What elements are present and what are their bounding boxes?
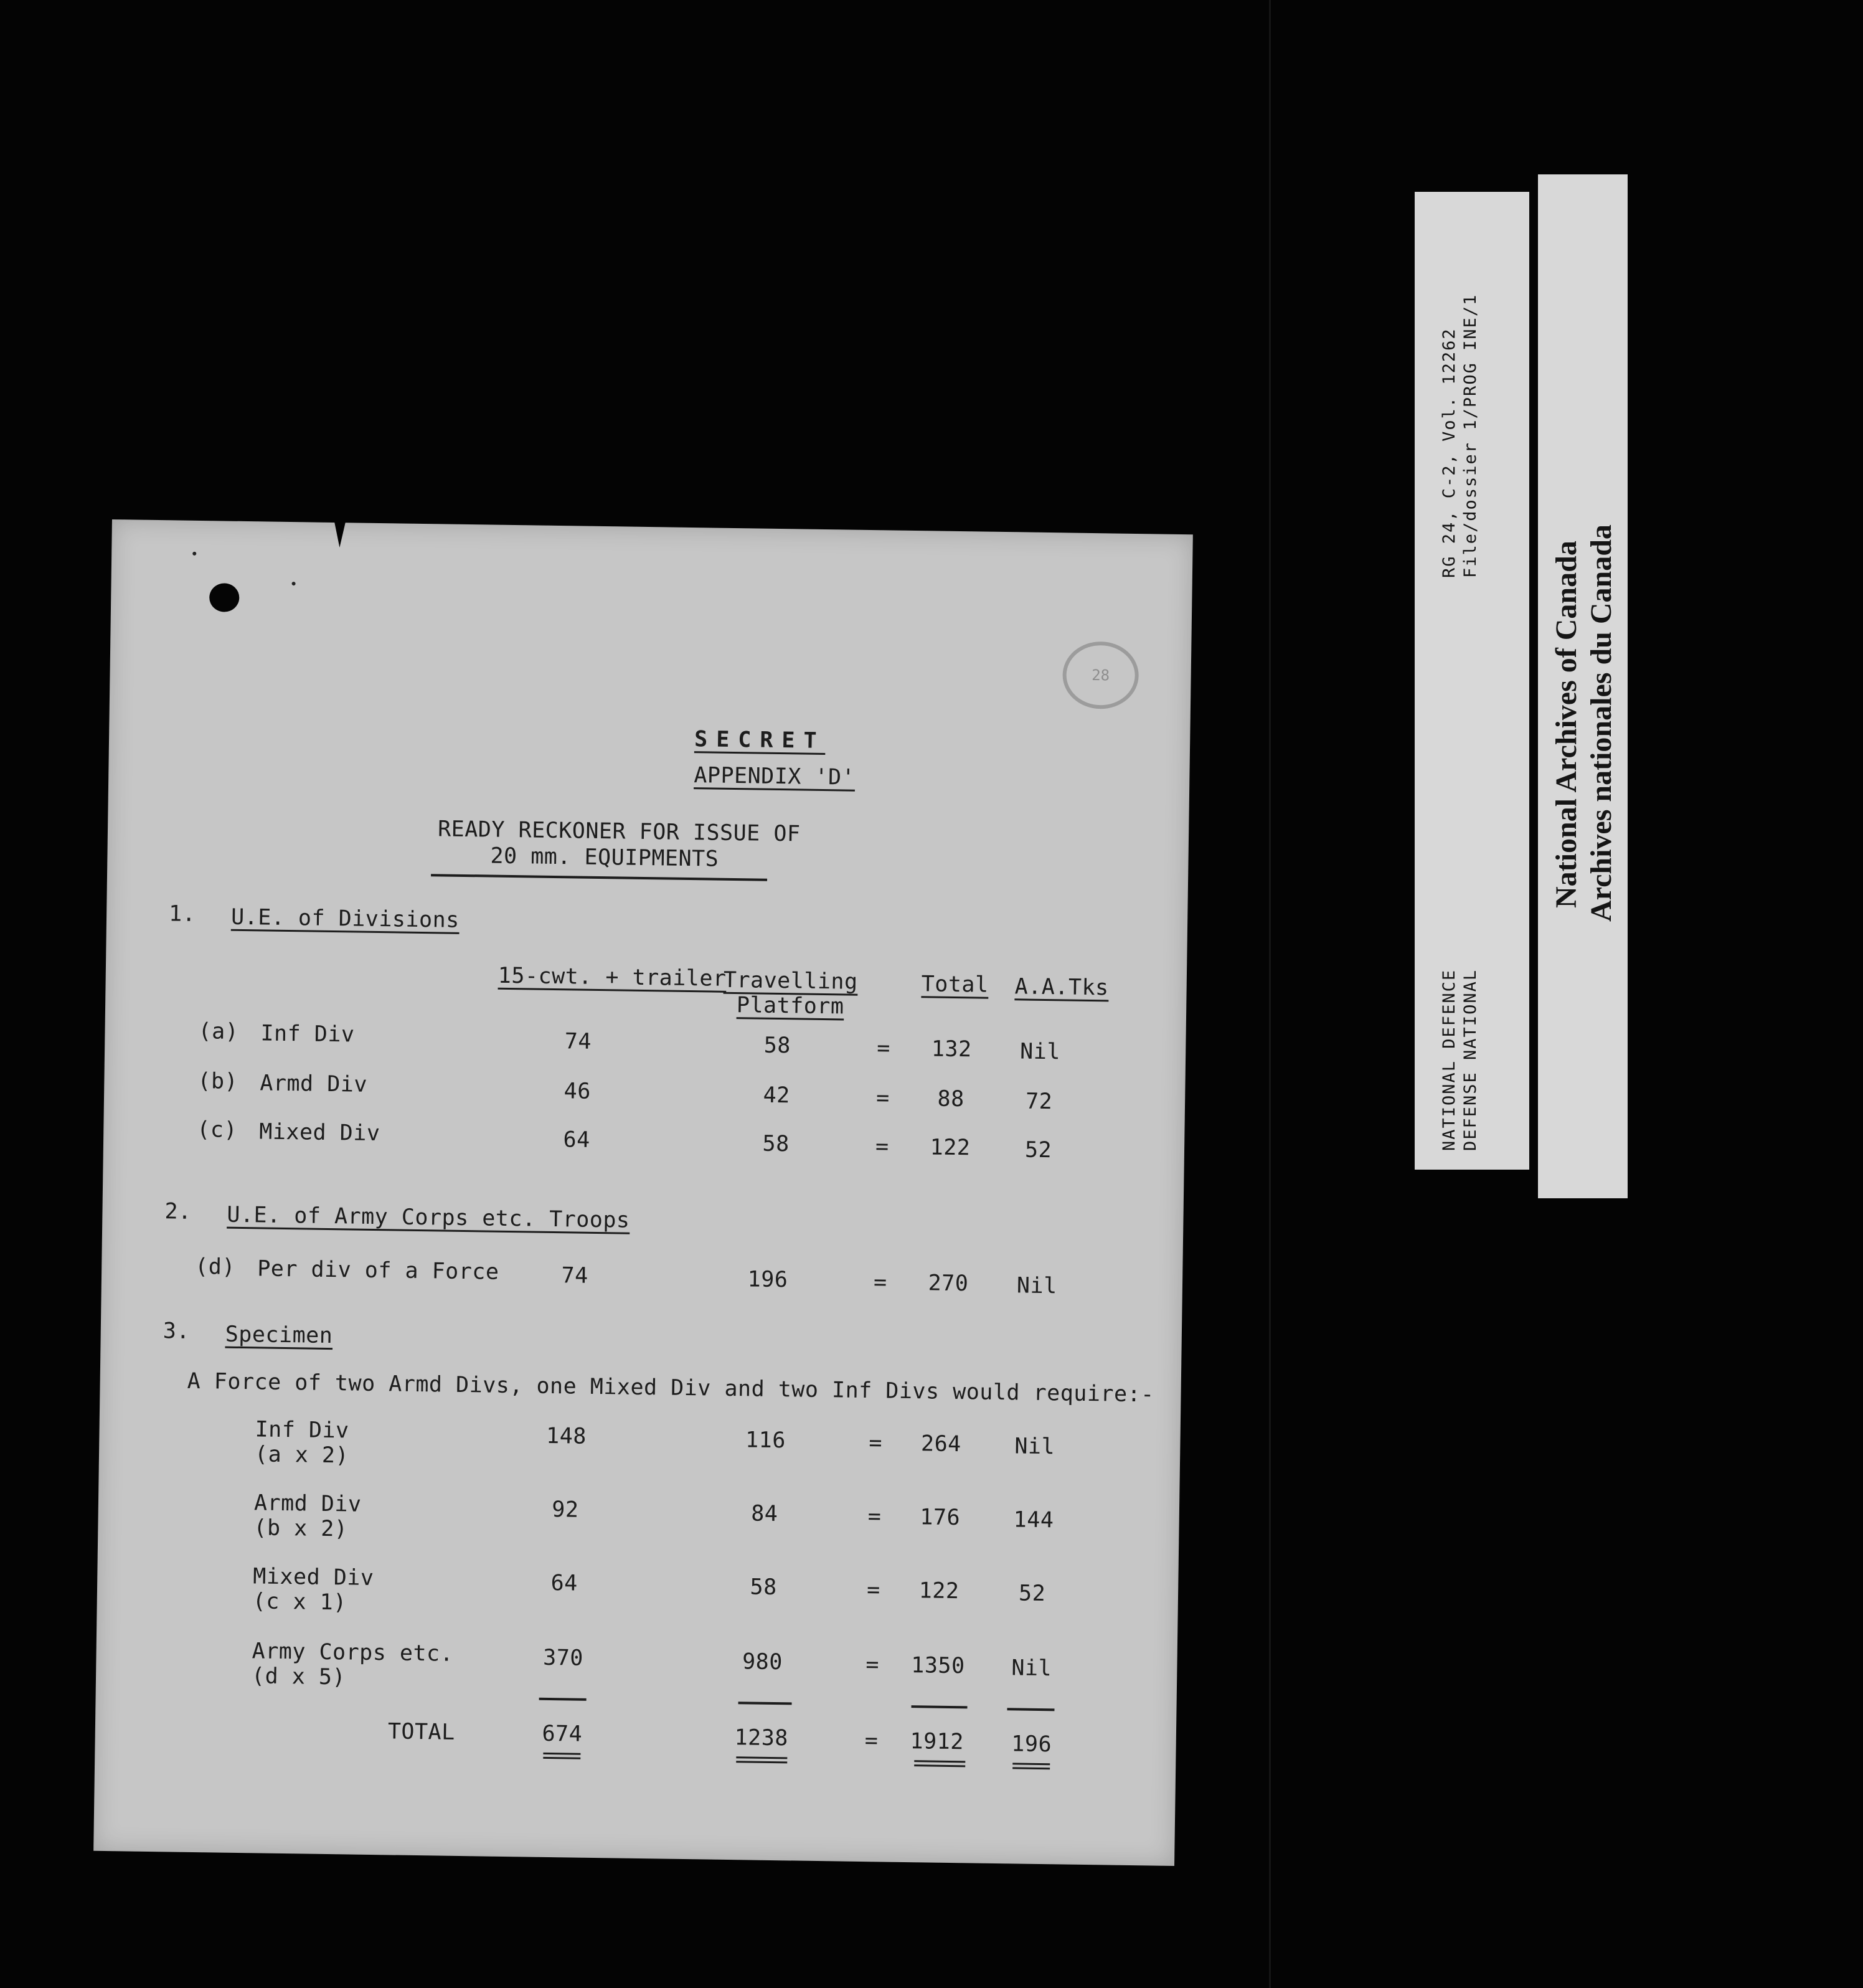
row-label: (d x 5) (251, 1664, 346, 1690)
double-underline (543, 1753, 580, 1759)
equals-sign: = (876, 1036, 891, 1061)
speck (292, 582, 296, 585)
cell-value: 176 (920, 1505, 961, 1531)
equals-sign: = (865, 1652, 880, 1678)
column-header: Platform (736, 993, 844, 1020)
row-label: (b x 2) (253, 1515, 348, 1542)
department-fr: DEFENSE NATIONAL (1461, 968, 1480, 1151)
cell-value: 42 (763, 1082, 791, 1109)
sum-rule (539, 1698, 587, 1701)
cell-value: Nil (1011, 1655, 1052, 1682)
cell-value: 84 (750, 1501, 778, 1527)
total-value: 1912 (910, 1729, 965, 1755)
equals-sign: = (873, 1270, 887, 1295)
cell-value: 1350 (910, 1653, 965, 1679)
cell-value: 52 (1024, 1137, 1052, 1163)
total-label: TOTAL (387, 1719, 455, 1745)
cell-value: 144 (1013, 1507, 1054, 1533)
speck (192, 552, 196, 556)
section-heading: U.E. of Divisions (230, 904, 460, 933)
row-label: Armd Div (253, 1490, 362, 1517)
department-en: NATIONAL DEFENCE (1440, 968, 1459, 1151)
film-edge-line (1269, 0, 1271, 1988)
row-key: (b) (197, 1069, 238, 1094)
archives-name-fr: Archives nationales du Canada (1585, 524, 1618, 922)
row-label: Armd Div (260, 1071, 368, 1097)
column-header: 15-cwt. + trailer (498, 963, 727, 992)
equals-sign: = (875, 1086, 890, 1111)
cell-value: 64 (550, 1571, 578, 1596)
cell-value: 64 (563, 1127, 591, 1153)
double-underline (736, 1756, 787, 1763)
reference-line-1: RG 24, C-2, Vol. 12262 (1440, 328, 1459, 578)
title-line-2: 20 mm. EQUIPMENTS (490, 843, 719, 872)
reference-line-2: File/dossier 1/PROG INE/1 (1461, 293, 1480, 578)
equals-sign: = (864, 1728, 879, 1754)
cell-value: 58 (762, 1131, 790, 1157)
document-page (93, 519, 1193, 1866)
cell-value: 52 (1018, 1581, 1046, 1607)
row-label: Inf Div (260, 1021, 355, 1048)
cell-value: 980 (742, 1649, 783, 1675)
archive-name-card (1538, 174, 1628, 1198)
cell-value: Nil (1014, 1434, 1055, 1460)
row-label: Inf Div (255, 1417, 349, 1444)
equals-sign: = (875, 1134, 889, 1160)
row-key: (c) (197, 1117, 238, 1143)
cell-value: 88 (937, 1086, 965, 1112)
cell-value: 370 (542, 1645, 584, 1671)
cell-value: 58 (750, 1574, 778, 1601)
section-number: 1. (168, 901, 196, 927)
title-underline (431, 874, 767, 881)
row-label: Mixed Div (253, 1564, 374, 1591)
cell-value: 74 (561, 1263, 588, 1289)
cell-value: 92 (552, 1497, 579, 1523)
page-notch (333, 519, 346, 547)
total-value: 196 (1011, 1731, 1052, 1758)
cell-value: 116 (745, 1427, 786, 1454)
cell-value: 122 (918, 1578, 960, 1604)
section-heading: Specimen (225, 1322, 333, 1349)
cell-value: 72 (1025, 1089, 1053, 1115)
sum-rule (738, 1702, 792, 1705)
row-label: Mixed Div (259, 1119, 380, 1147)
row-label: (a x 2) (254, 1442, 349, 1469)
section-number: 2. (164, 1199, 192, 1224)
equals-sign: = (869, 1431, 883, 1456)
sum-rule (911, 1705, 967, 1708)
column-header: Travelling (723, 967, 858, 995)
archive-reference-card (1415, 192, 1529, 1170)
specimen-sentence: A Force of two Armd Divs, one Mixed Div and two Inf Divs would require:- (187, 1368, 1154, 1408)
cell-value: Nil (1016, 1273, 1057, 1299)
total-value: 1238 (734, 1725, 789, 1751)
appendix-heading: APPENDIX 'D' (694, 763, 856, 790)
cell-value: 46 (564, 1079, 592, 1104)
title-line-1: READY RECKONER FOR ISSUE OF (437, 817, 801, 847)
cell-value: 58 (763, 1033, 791, 1059)
cell-value: 74 (564, 1029, 592, 1054)
column-header: Total (921, 972, 989, 998)
folio-stamp: 28 (1062, 641, 1139, 709)
section-heading: U.E. of Army Corps etc. Troops (227, 1202, 630, 1233)
sum-rule (1007, 1708, 1054, 1711)
cell-value: 196 (747, 1267, 788, 1293)
archives-name-en: National Archives of Canada (1550, 541, 1583, 908)
cell-value: 122 (930, 1135, 971, 1161)
secret-heading: SECRET (694, 727, 826, 754)
column-header: A.A.Tks (1014, 974, 1109, 1001)
equals-sign: = (866, 1578, 880, 1603)
cell-value: 264 (920, 1431, 962, 1457)
double-underline (1012, 1763, 1050, 1769)
row-label: Army Corps etc. (252, 1639, 454, 1667)
total-value: 674 (542, 1721, 583, 1747)
equals-sign: = (867, 1504, 882, 1530)
row-label: (c x 1) (252, 1589, 347, 1616)
row-label: Per div of a Force (257, 1256, 499, 1285)
cell-value: 132 (931, 1036, 972, 1063)
punch-hole (209, 583, 240, 612)
row-key: (d) (194, 1254, 236, 1280)
cell-value: 148 (545, 1423, 587, 1449)
double-underline (914, 1760, 965, 1767)
cell-value: Nil (1019, 1039, 1061, 1065)
section-number: 3. (163, 1318, 191, 1344)
row-key: (a) (198, 1019, 239, 1044)
cell-value: 270 (928, 1271, 969, 1297)
